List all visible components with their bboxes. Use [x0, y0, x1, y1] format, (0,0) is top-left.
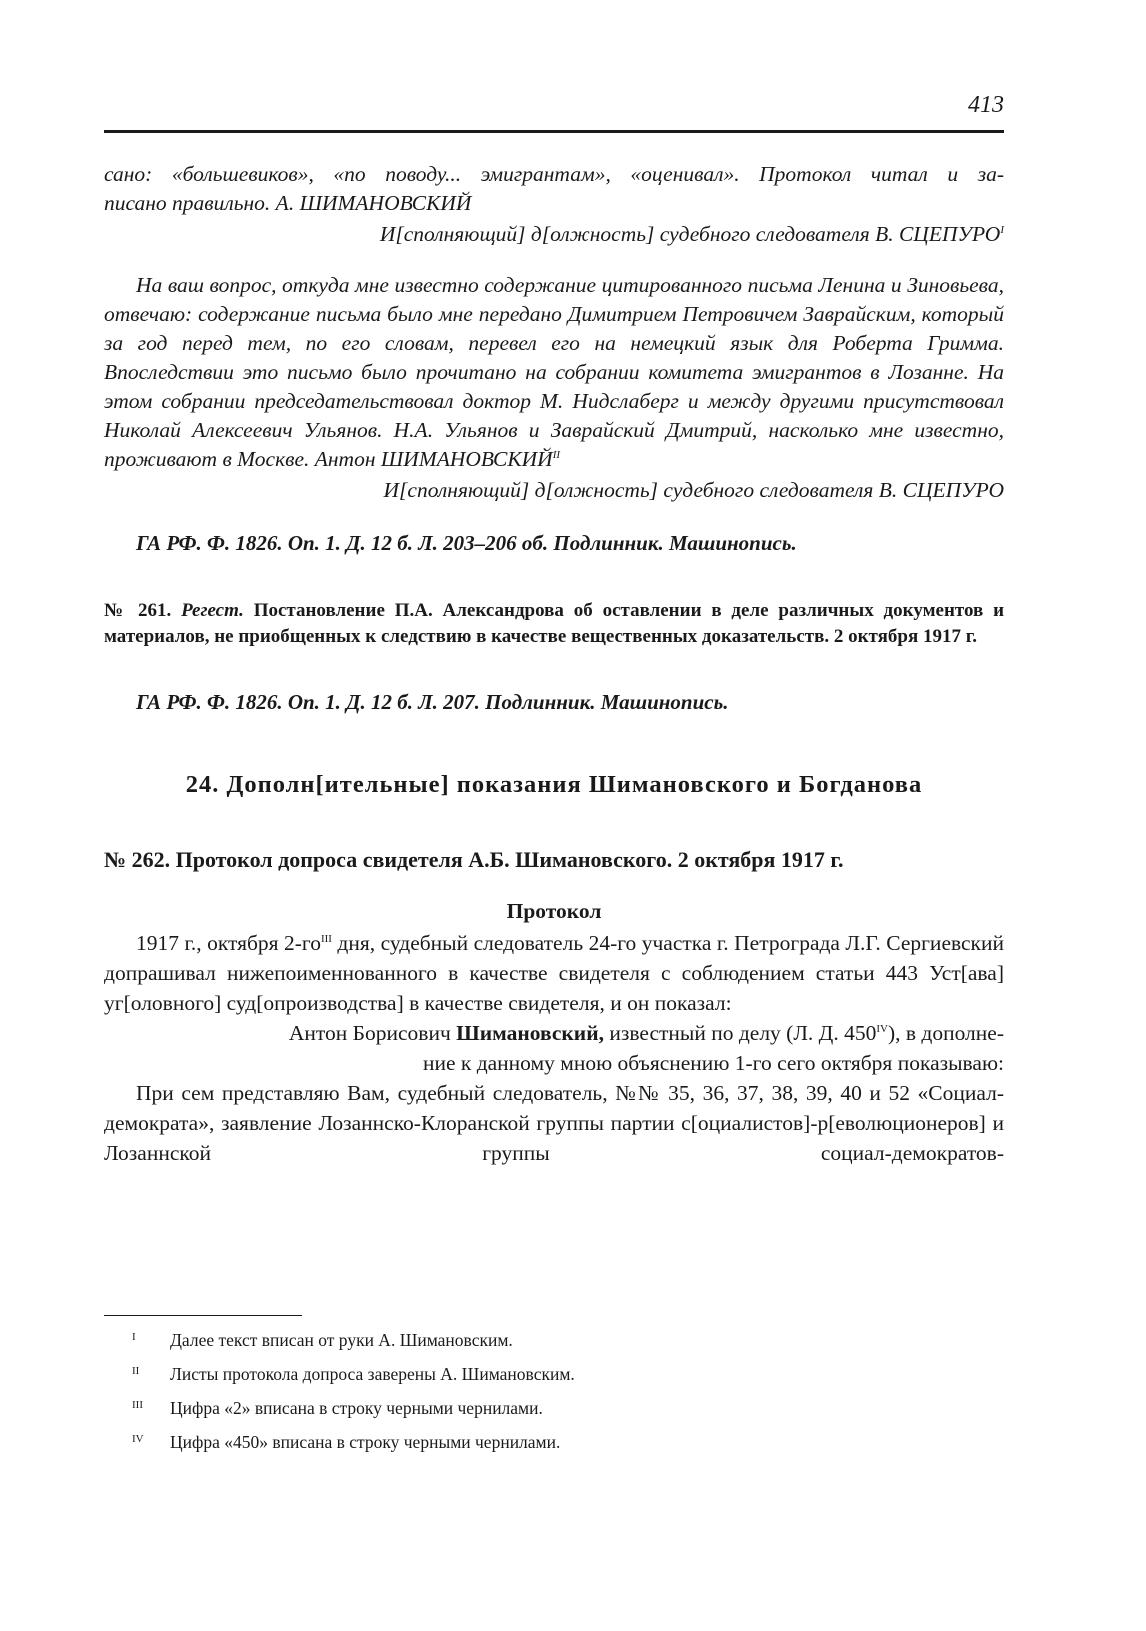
- footnote-ref-ii: II: [552, 448, 561, 461]
- book-page: [104, 0, 1004, 1631]
- answer-paragraph: [104, 271, 1004, 474]
- footnote-mark: II: [132, 1365, 140, 1377]
- protocol-ending: [104, 160, 1004, 249]
- answer-block: [104, 271, 1004, 505]
- protocol-heading: Протокол: [506, 899, 602, 923]
- footnote-mark: IV: [132, 1433, 144, 1445]
- investigator-signature-1: [104, 220, 1004, 249]
- footnote-mark: III: [132, 1399, 143, 1411]
- protocol-body: [104, 928, 1004, 1168]
- investigator-signature-2: И[сполняющий] д[олжность] судебного следователя В. СЦЕПУРО: [383, 478, 1004, 502]
- protocol-paragraph-1-part-b: дня, судебный следователь 24-го участка г. Петрограда Л.Г. Сергиевский допрашивал нижепоименнованного в качестве свидетеля с соблюдением статьи 443 Уст[ава] уг[оловного] суд[опроизводства] в качестве свидетеля, и он показал:: [104, 931, 1005, 1015]
- header-rule: [104, 130, 1004, 133]
- footnote-rule: [104, 1315, 302, 1316]
- footnote-item: [132, 1432, 1004, 1466]
- investigator-signature-text: И[сполняющий] д[олжность] судебного следователя В. СЦЕПУРО: [379, 222, 1001, 246]
- footnote-item: [132, 1330, 1004, 1364]
- answer-paragraph-text: На ваш вопрос, откуда мне известно содержание цитированного письма Ленина и Зиновьева, отвечаю: содержание письма было мне передано Димитрием Петровичем Заврайским, который за год перед тем, по его словам, перевел его на немецкий язык для Роберта Гримма. Впоследствии это письмо было прочитано на собрании комитета эмигрантов в Лозанне. На этом собрании председательствовал доктор М. Нидслаберг и между другими присутствовал Николай Алексеевич Ульянов. Н.А. Ульянов и Заврайский Дмитрий, насколько мне известно, проживают в Москве. Антон ШИМАНОВСКИЙ: [104, 273, 1004, 471]
- archive-source-2: ГА РФ. Ф. 1826. Оп. 1. Д. 12 б. Л. 207. Подлинник. Машинопись.: [136, 690, 729, 714]
- section-title: 24. Дополн[ительные] показания Шимановского и Богданова: [185, 771, 923, 798]
- regest-261: [104, 598, 1004, 650]
- footnote-text: Далее текст вписан от руки А. Шимановским.: [170, 1330, 513, 1350]
- protocol-paragraph-2-line-1: [104, 1018, 1004, 1048]
- regest-number: № 261.: [104, 600, 172, 621]
- witness-first-names: Антон Борисович: [288, 1021, 457, 1045]
- document-262-title: № 262. Протокол допроса свидетеля А.Б. Шимановского. 2 октября 1917 г.: [104, 847, 844, 872]
- footnote-text: Цифра «2» вписана в строку черными чернилами.: [170, 1398, 543, 1418]
- protocol-ending-line-1: сано: «большевиков», «по поводу... эмигрантам», «оценивал». Протокол читал и за-: [104, 162, 1004, 186]
- footnote-mark: I: [132, 1331, 136, 1343]
- protocol-paragraph-1: [104, 928, 1004, 1018]
- protocol-paragraph-2-part-c: ), в дополне-: [887, 1021, 1004, 1045]
- regest-text: Постановление П.А. Александрова об оставлении в деле различных документов и материалов, не приобщенных к следствию в качестве вещественных доказательств. 2 октября 1917 г.: [104, 600, 1005, 647]
- footnote-item: [132, 1398, 1004, 1432]
- footnote-ref-iii: III: [320, 932, 332, 945]
- archive-source-1: ГА РФ. Ф. 1826. Оп. 1. Д. 12 б. Л. 203–206 об. Подлинник. Машинопись.: [136, 531, 797, 555]
- protocol-paragraph-1-part-a: 1917 г., октября 2-го: [136, 931, 321, 955]
- footnote-ref-iv: IV: [876, 1022, 888, 1035]
- protocol-paragraph-3: При сем представляю Вам, судебный следователь, №№ 35, 36, 37, 38, 39, 40 и 52 «Социал-демократа», заявление Лозаннско-Клоранской группы партии с[оциалистов]-р[еволюционеров] и Лозаннской группы социал-демократов-: [104, 1081, 1004, 1165]
- page-number: 413: [968, 92, 1004, 118]
- footnote-ref-i: I: [1000, 223, 1004, 236]
- protocol-paragraph-2-part-b: известный по делу (Л. Д. 450: [603, 1021, 877, 1045]
- page-content: [104, 160, 1004, 1168]
- regest-label: Регест.: [181, 600, 244, 621]
- footnote-text: Цифра «450» вписана в строку черными чернилами.: [170, 1432, 561, 1452]
- protocol-paragraph-2-line-2: ние к данному мною объяснению 1-го сего октября показываю:: [422, 1051, 1004, 1075]
- protocol-ending-line-2: писано правильно. А. ШИМАНОВСКИЙ: [104, 191, 472, 215]
- witness-surname: Шимановский,: [456, 1021, 604, 1045]
- footnote-text: Листы протокола допроса заверены А. Шимановским.: [170, 1364, 575, 1384]
- footnotes: [132, 1330, 1004, 1466]
- footnote-item: [132, 1364, 1004, 1398]
